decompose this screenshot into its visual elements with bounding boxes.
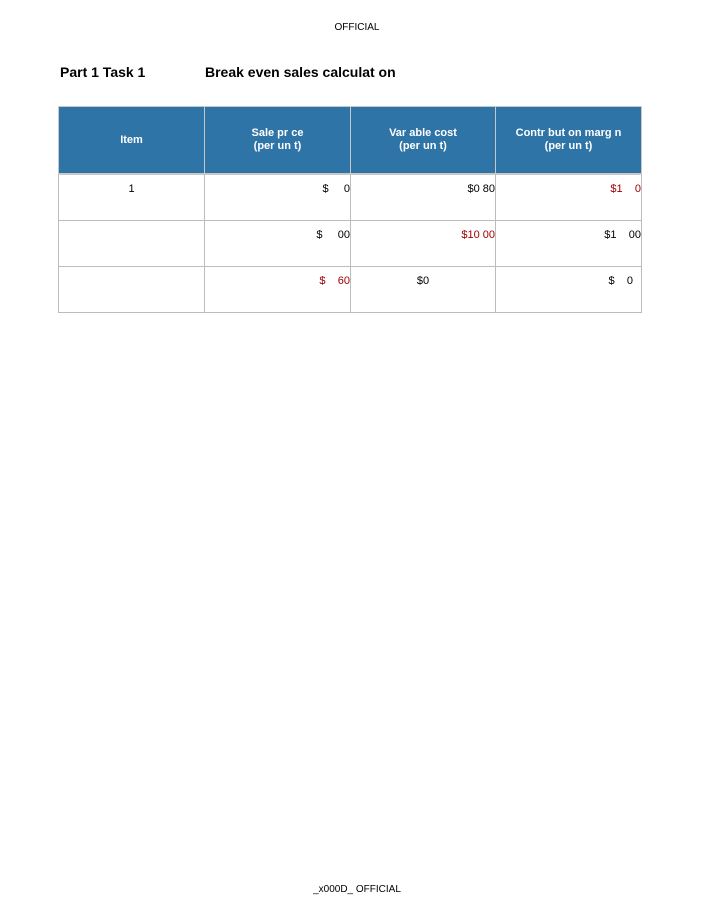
cell-item <box>59 221 205 267</box>
cell-variable-cost: $10 00 <box>351 221 496 267</box>
cell-contribution-margin: $1 0 <box>496 174 642 221</box>
page-title: Break even sales calculat on <box>205 64 396 80</box>
table-header-row <box>59 107 642 175</box>
column-header-contribution-margin: Contr but on marg n (per un t) <box>496 107 642 175</box>
cell-sale-price: $ 0 <box>205 174 351 221</box>
cell-variable-cost: $0 80 <box>351 174 496 221</box>
cell-item: 1 <box>59 174 205 221</box>
cell-variable-cost: $0 <box>351 267 496 313</box>
break-even-table <box>58 106 642 313</box>
part-label: Part 1 Task 1 <box>60 64 146 80</box>
cell-contribution-margin: $1 00 <box>496 221 642 267</box>
page-footer-classification: _x000D_ OFFICIAL <box>313 884 401 895</box>
cell-item <box>59 267 205 313</box>
column-header-item: Item <box>59 107 205 175</box>
cell-sale-price: $ 00 <box>205 221 351 267</box>
table-row <box>59 267 642 313</box>
cell-sale-price: $ 60 <box>205 267 351 313</box>
column-header-variable-cost: Var able cost (per un t) <box>351 107 496 175</box>
cell-contribution-margin: $ 0 <box>496 267 642 313</box>
page-header-classification: OFFICIAL <box>334 22 380 33</box>
table-row <box>59 221 642 267</box>
column-header-sale-price: Sale pr ce (per un t) <box>205 107 351 175</box>
table-row <box>59 174 642 221</box>
